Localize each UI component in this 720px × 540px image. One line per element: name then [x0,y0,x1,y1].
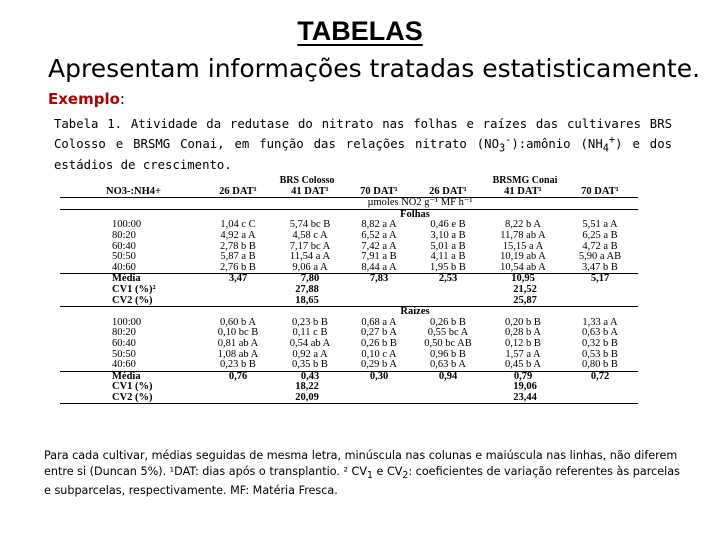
ratio-label: 40:60 [60,360,202,371]
stage-header: 41 DAT¹ [484,187,562,198]
mean-cell: 7,80 [300,273,320,285]
table-cell: 0,10 c A [361,349,397,360]
table-cell: 0,80 b B [562,360,638,371]
table-cell: 3,10 a B [430,230,466,241]
table-cell: 0,35 b B [274,360,346,371]
example-colon: : [119,90,125,108]
section-spacer [60,209,346,220]
table-cell: 0,50 bc AB [424,338,472,349]
cv-value: 27,88 [295,284,319,295]
table-cell: 10,54 ab A [484,263,562,274]
table-cell: 8,44 a A [346,263,412,274]
ratio-label: 50:50 [112,252,136,263]
table-cell: 4,92 a A [220,230,256,241]
section-spacer [484,209,638,220]
cultivar-1: BRS Colosso [279,176,335,186]
table-row [60,263,638,274]
table-cell: 0,53 b B [582,349,618,360]
cv-value: 25,87 [412,296,638,307]
cv-label: CV1 (%)² [112,284,156,295]
table-cell: 4,58 c A [292,230,328,241]
table-cell: 0,28 b A [505,328,541,339]
example-label: Exemplo [48,90,120,108]
mean-cell: 7,83 [369,273,389,285]
table-cell: 0,63 b A [582,328,618,339]
table-row [60,318,638,329]
table-cell: 0,63 b A [412,360,484,371]
section-spacer [60,307,346,318]
table-cell: 11,78 ab A [500,230,546,241]
cv-row [60,285,638,296]
table-cell: 0,60 b A [220,317,256,328]
table-row [60,242,638,253]
table-row [60,360,638,371]
cv-value: 21,52 [513,284,537,295]
table-caption [54,116,672,173]
stage-header: 26 DAT¹ [202,187,274,198]
cv-value: 18,22 [295,382,319,393]
caption-sub-1: 3 [498,142,506,155]
table-cell: 0,20 b B [505,317,541,328]
table-cell: 6,52 a A [361,230,397,241]
table-cell: 11,54 a A [289,252,331,263]
corner-cell [60,176,202,187]
cv-row [60,382,638,393]
table-row [60,231,638,242]
table-cell: 0,26 b B [430,317,466,328]
mean-cell: 0,76 [228,371,248,382]
table-row [60,339,638,350]
table-cell: 5,74 bc B [289,220,331,231]
table-cell: 2,76 b B [202,263,274,274]
table-cell: 1,33 a A [582,317,618,328]
cv-label: CV2 (%) [60,296,202,307]
unit-spacer [60,198,202,210]
caption-text-1: Tabela 1. Atividade da redutase do nitrato nas folhas e raízes das cultivares BRS Colosso e BRSMG Conai, em função das relações nitrato (NO [54,117,672,152]
caption-text-3: ) e dos estádios de crescimento. [54,137,673,172]
ratio-label: 40:60 [60,263,202,274]
table-cell: 1,08 ab A [217,349,259,360]
table-cell: 0,26 b B [361,338,397,349]
table-cell: 7,42 a A [361,241,397,252]
cv-value: 18,65 [202,296,412,307]
table-cell: 2,78 b B [220,241,256,252]
footnote-sub-2: 2 [402,469,409,481]
footnote [44,448,684,499]
mean-label: Média [112,273,141,285]
table-row [60,252,638,263]
table-cell: 5,01 a B [430,241,466,252]
caption-sup-1: - [505,134,512,146]
mean-cell: 0,79 [513,371,533,382]
footnote-text-2: e CV [372,464,403,478]
ratio-label: 50:50 [112,349,136,360]
caption-text-2: ):amônio (NH [511,137,603,152]
table-cell: 15,15 a A [502,241,544,252]
table-cell: 0,92 a A [292,349,328,360]
table-cell: 4,72 a B [582,241,618,252]
table-cell: 0,10 bc B [217,328,259,339]
table-cell: 0,32 b B [582,338,618,349]
cv-label: CV2 (%) [60,393,202,404]
cultivar-header-row [60,176,638,187]
section-header-row [60,209,638,220]
mean-cell: 3,47 [228,273,248,285]
unit-row [60,198,638,210]
table-cell: 10,19 ab A [500,252,546,263]
slide-title: TABELAS [297,16,423,46]
table-cell: 0,45 b A [484,360,562,371]
table-cell: 0,23 b B [202,360,274,371]
table-cell: 7,91 a B [361,252,397,263]
section-header-row [60,307,638,318]
mean-row [60,274,638,285]
stage-header-row [60,187,638,198]
data-table-image [60,176,640,436]
ratio-header: NO3-:NH4+ [60,187,202,198]
table-cell: 4,11 a B [430,252,466,263]
table-cell: 0,81 ab A [217,338,259,349]
table-cell: 0,11 c B [292,328,328,339]
caption-sub-2: 4 [602,142,609,155]
caption-sup-2: + [608,134,616,146]
table-cell: 1,57 a A [505,349,541,360]
data-table [60,176,638,404]
stage-header: 70 DAT¹ [346,187,412,198]
stage-header: 41 DAT¹ [274,187,346,198]
table-cell: 0,68 a A [361,317,397,328]
slide-subtitle: Apresentam informações tratadas estatisticamente. [48,54,701,83]
table-cell: 0,46 e B [430,220,466,231]
table-cell: 7,17 bc A [289,241,331,252]
cv-value: 20,09 [202,393,412,404]
ratio-label: 100:00 [112,220,142,231]
mean-cell: 0,30 [369,371,389,382]
section-spacer [484,307,638,318]
table-cell: 0,27 b A [361,328,397,339]
table-cell: 0,54 ab A [289,338,331,349]
mean-cell: 0,43 [300,371,320,382]
mean-label: Média [112,371,141,382]
table-cell: 0,55 bc A [427,328,469,339]
section-title: Folhas [400,209,430,220]
cv-row [60,296,638,307]
cv-label: CV1 (%) [112,382,153,393]
table-cell: 3,47 b B [562,263,638,274]
table-cell: 8,82 a A [361,220,397,231]
section-title: Raízes [400,306,430,318]
footnote-text-1: Para cada cultivar, médias seguidas de mesma letra, minúscula nas colunas e maiúscula nas linhas, não diferem entre si (Duncan 5%). ¹DAT: dias após o transplantio. ² CV [44,449,678,478]
stage-header: 70 DAT¹ [562,187,638,198]
table-row [60,350,638,361]
table-cell: 6,25 a B [582,230,618,241]
cultivar-2: BRSMG Conai [492,176,558,186]
mean-cell: 2,53 [438,273,458,285]
table-row [60,328,638,339]
table-cell: 0,96 b B [430,349,466,360]
cv-value: 23,44 [412,393,638,404]
cv-value: 19,06 [513,382,537,393]
stage-header: 26 DAT¹ [412,187,484,198]
table-cell: 1,04 c C [220,220,256,231]
table-cell: 0,23 b B [292,317,328,328]
table-cell: 1,95 b B [412,263,484,274]
ratio-label: 60:40 [112,241,136,252]
table-cell: 9,06 a A [274,263,346,274]
mean-cell: 10,95 [511,273,535,285]
table-cell: 0,29 b A [346,360,412,371]
ratio-label: 100:00 [112,317,142,328]
ratio-label: 60:40 [112,338,136,349]
ratio-label: 80:20 [112,328,136,339]
table-cell: 0,12 b B [505,338,541,349]
table-cell: 5,87 a B [220,252,256,263]
table-cell: 5,51 a A [582,220,618,231]
table-body [60,176,638,404]
table-row [60,220,638,231]
ratio-label: 80:20 [112,230,136,241]
mean-cell: 5,17 [590,273,610,285]
footnote-text-3: : coeficientes de variação referentes às parcelas e subparcelas, respectivamente. MF: Matéria Fresca. [44,464,680,498]
cv-row [60,393,638,404]
mean-cell: 0,72 [590,371,610,382]
table-cell: 8,22 b A [505,220,541,231]
mean-cell: 0,94 [438,371,458,382]
example-line [48,90,125,108]
table-cell: 5,90 a AB [578,252,622,263]
mean-row [60,371,638,382]
slide-title-wrap [0,16,720,47]
unit-label: µmoles NO2 g⁻¹ MF h⁻¹ [202,198,638,210]
footnote-sub-1: 1 [367,469,373,481]
